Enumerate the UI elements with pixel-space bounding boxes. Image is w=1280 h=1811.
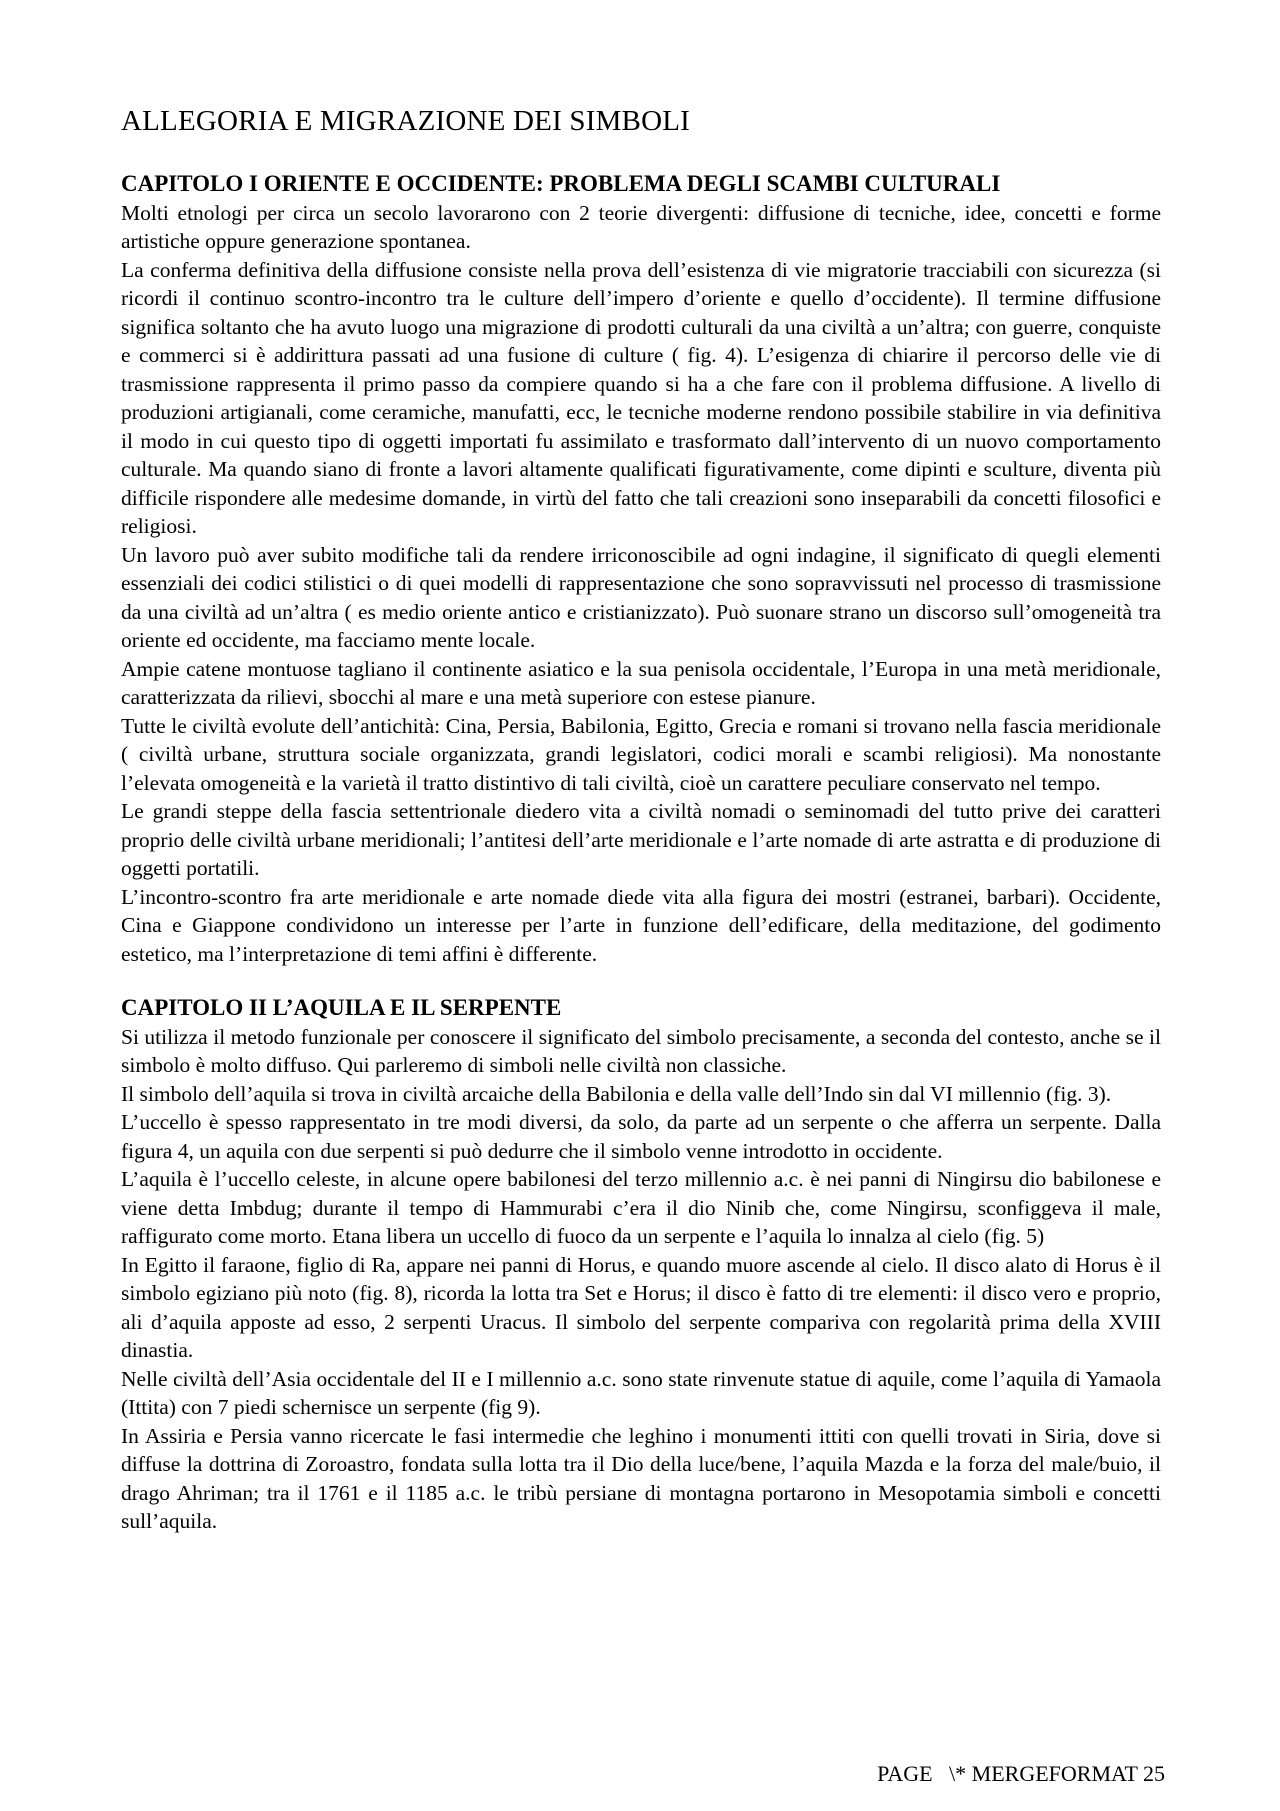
paragraph: Nelle civiltà dell’Asia occidentale del II e I millennio a.c. sono state rinvenute statue di aquile, come l’aquila di Yamaola (Ittita) con 7 piedi schernisce un serpente (fig 9). (121, 1366, 1161, 1419)
paragraph: L’aquila è l’uccello celeste, in alcune opere babilonesi del terzo millennio a.c. è nei panni di Ningirsu dio babilonese e viene detta Imbdug; durante il tempo di Hammurabi c’era il dio Ninib che, come Ningirsu, sconfiggeva il male, raffigurato come morto. Etana libera un uccello di fuoco da un serpente e l’aquila lo innalza al cielo (fig. 5) (121, 1167, 1161, 1248)
paragraph: Il simbolo dell’aquila si trova in civiltà arcaiche della Babilonia e della valle dell’Indo sin dal VI millennio (fig. 3). (121, 1081, 1112, 1106)
paragraph: La conferma definitiva della diffusione consiste nella prova dell’esistenza di vie migratorie tracciabili con sicurezza (si ricordi il continuo scontro-incontro tra le culture dell’impero d’oriente e quello d’occidente). Il termine diffusione significa soltanto che ha avuto luogo una migrazione di prodotti culturali da una civiltà a un’altra; con guerre, conquiste e commerci si è addirittura passati ad una fusione di culture ( fig. 4). L’esigenza di chiarire il percorso delle vie di trasmissione rappresenta il primo passo da compiere quando si ha a che fare con il problema diffusione. A livello di produzioni artigianali, come ceramiche, manufatti, ecc, le tecniche moderne rendono possibile stabilire in via definitiva il modo in cui questo tipo di oggetti importati fu assimilato e trasformato dall’intervento di un nuovo comportamento culturale. Ma quando siano di fronte a lavori altamente qualificati figurativamente, come dipinti e sculture, diventa più difficile rispondere alle medesime domande, in virtù del fatto che tali creazioni sono inseparabili da concetti filosofici e religiosi. (121, 257, 1161, 538)
paragraph: Molti etnologi per circa un secolo lavorarono con 2 teorie divergenti: diffusione di tecniche, idee, concetti e forme artistiche oppure generazione spontanea. (121, 200, 1161, 253)
paragraph: Tutte le civiltà evolute dell’antichità: Cina, Persia, Babilonia, Egitto, Grecia e romani si trovano nella fascia meridionale ( civiltà urbane, struttura sociale organizzata, grandi legislatori, codici morali e scambi religiosi). Ma nonostante l’elevata omogeneità e la varietà il tratto distintivo di tali civiltà, cioè un carattere peculiare conservato nel tempo. (121, 713, 1161, 795)
paragraph: L’incontro-scontro fra arte meridionale e arte nomade diede vita alla figura dei mostri (estranei, barbari). Occidente, Cina e Giappone condividono un interesse per l’arte in funzione dell’edificare, della meditazione, del godimento estetico, ma l’interpretazione di temi affini è differente. (121, 884, 1161, 966)
chapter-2 (121, 994, 1161, 1536)
paragraph: In Assiria e Persia vanno ricercate le fasi intermedie che leghino i monumenti ittiti con quelli trovati in Siria, dove si diffuse la dottrina di Zoroastro, fondata sulla lotta tra il Dio della luce/bene, l’aquila Mazda e la forza del male/buio, il drago Ahriman; tra il 1761 e il 1185 a.c. le tribù persiane di montagna portarono in Mesopotamia simboli e concetti sull’aquila. (121, 1423, 1161, 1533)
page-number-field: PAGE \* MERGEFORMAT 25 (877, 1761, 1165, 1786)
paragraph: Ampie catene montuose tagliano il continente asiatico e la sua penisola occidentale, l’Europa in una metà meridionale, caratterizzata da rilievi, sbocchi al mare e una metà superiore con estese pianure. (121, 656, 1161, 709)
paragraph: L’uccello è spesso rappresentato in tre modi diversi, da solo, da parte ad un serpente o che afferra un serpente. Dalla figura 4, un aquila con due serpenti si può dedurre che il simbolo venne introdotto in occidente. (121, 1110, 1161, 1163)
paragraph: Le grandi steppe della fascia settentrionale diedero vita a civiltà nomadi o seminomadi del tutto prive dei caratteri proprio delle civiltà urbane meridionali; l’antitesi dell’arte meridionale e l’arte nomade di arte astratta e di produzione di oggetti portatili. (121, 799, 1161, 880)
chapter-title: CAPITOLO II L’AQUILA E IL SERPENTE (121, 995, 562, 1020)
chapter-title: CAPITOLO I ORIENTE E OCCIDENTE: PROBLEMA DEGLI SCAMBI CULTURALI (121, 171, 1001, 196)
paragraph: Si utilizza il metodo funzionale per conoscere il significato del simbolo precisamente, a seconda del contesto, anche se il simbolo è molto diffuso. Qui parleremo di simboli nelle civiltà non classiche. (121, 1024, 1161, 1077)
document-body (121, 104, 1161, 1536)
chapter-1 (121, 170, 1161, 968)
paragraph: In Egitto il faraone, figlio di Ra, appare nei panni di Horus, e quando muore ascende al cielo. Il disco alato di Horus è il simbolo egiziano più noto (fig. 8), ricorda la lotta tra Set e Horus; il disco è fatto di tre elementi: il disco vero e proprio, ali d’aquila apposte ad esso, 2 serpenti Uracus. Il simbolo del serpente compariva con regolarità prima della XVIII dinastia. (121, 1252, 1161, 1362)
document-title: ALLEGORIA E MIGRAZIONE DEI SIMBOLI (121, 105, 691, 137)
paragraph: Un lavoro può aver subito modifiche tali da rendere irriconoscibile ad ogni indagine, il significato di quegli elementi essenziali dei codici stilistici o di quei modelli di rappresentazione che sono sopravvissuti nel processo di trasmissione da una civiltà ad un’altra ( es medio oriente antico e cristianizzato). Può suonare strano un discorso sull’omogeneità tra oriente ed occidente, ma facciamo mente locale. (121, 542, 1161, 652)
